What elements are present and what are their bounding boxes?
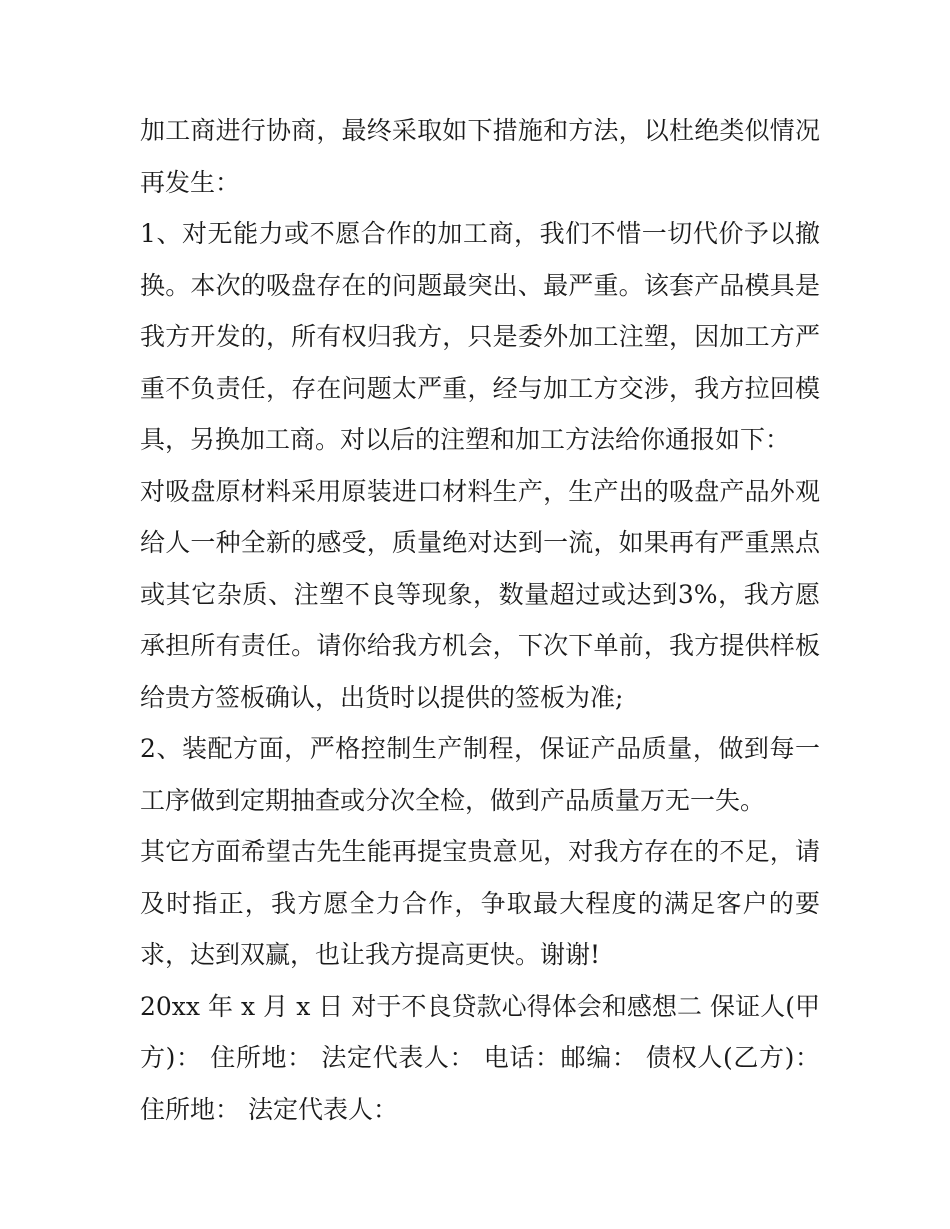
paragraph-date-and-guarantee-header: 20xx 年 x 月 x 日 对于不良贷款心得体会和感想二 保证人(甲方)： 住所地： 法定代表人： 电话：邮编： 债权人(乙方)： 住所地： 法定代表人： — [140, 991, 820, 1124]
paragraph-material-quality: 对吸盘原材料采用原装进口材料生产，生产出的吸盘产品外观给人一种全新的感受，质量绝对达到一流，如果再有严重黑点或其它杂质、注塑不良等现象，数量超过或达到3%，我方愿承担所有责任。请你给我方机会，下次下单前，我方提供样板给贵方签板确认，出货时以提供的签板为准; — [140, 476, 820, 712]
document-body — [140, 105, 820, 1135]
paragraph-item-1-replace-processor: 1、对无能力或不愿合作的加工商，我们不惜一切代价予以撤换。本次的吸盘存在的问题最突出、最严重。该套产品模具是我方开发的，所有权归我方，只是委外加工注塑，因加工方严重不负责任，存在问题太严重，经与加工方交涉，我方拉回模具，另换加工商。对以后的注塑和加工方法给你通报如下： — [140, 219, 820, 454]
paragraph-item-2-assembly: 2、装配方面，严格控制生产制程，保证产品质量，做到每一工序做到定期抽查或分次全检，做到产品质量万无一失。 — [140, 734, 820, 815]
paragraph-negotiation-intro: 加工商进行协商，最终采取如下措施和方法，以杜绝类似情况再发生： — [140, 116, 820, 197]
paragraph-closing-thanks: 其它方面希望古先生能再提宝贵意见，对我方存在的不足，请及时指正，我方愿全力合作，争取最大程度的满足客户的要求，达到双赢，也让我方提高更快。谢谢! — [140, 837, 820, 969]
